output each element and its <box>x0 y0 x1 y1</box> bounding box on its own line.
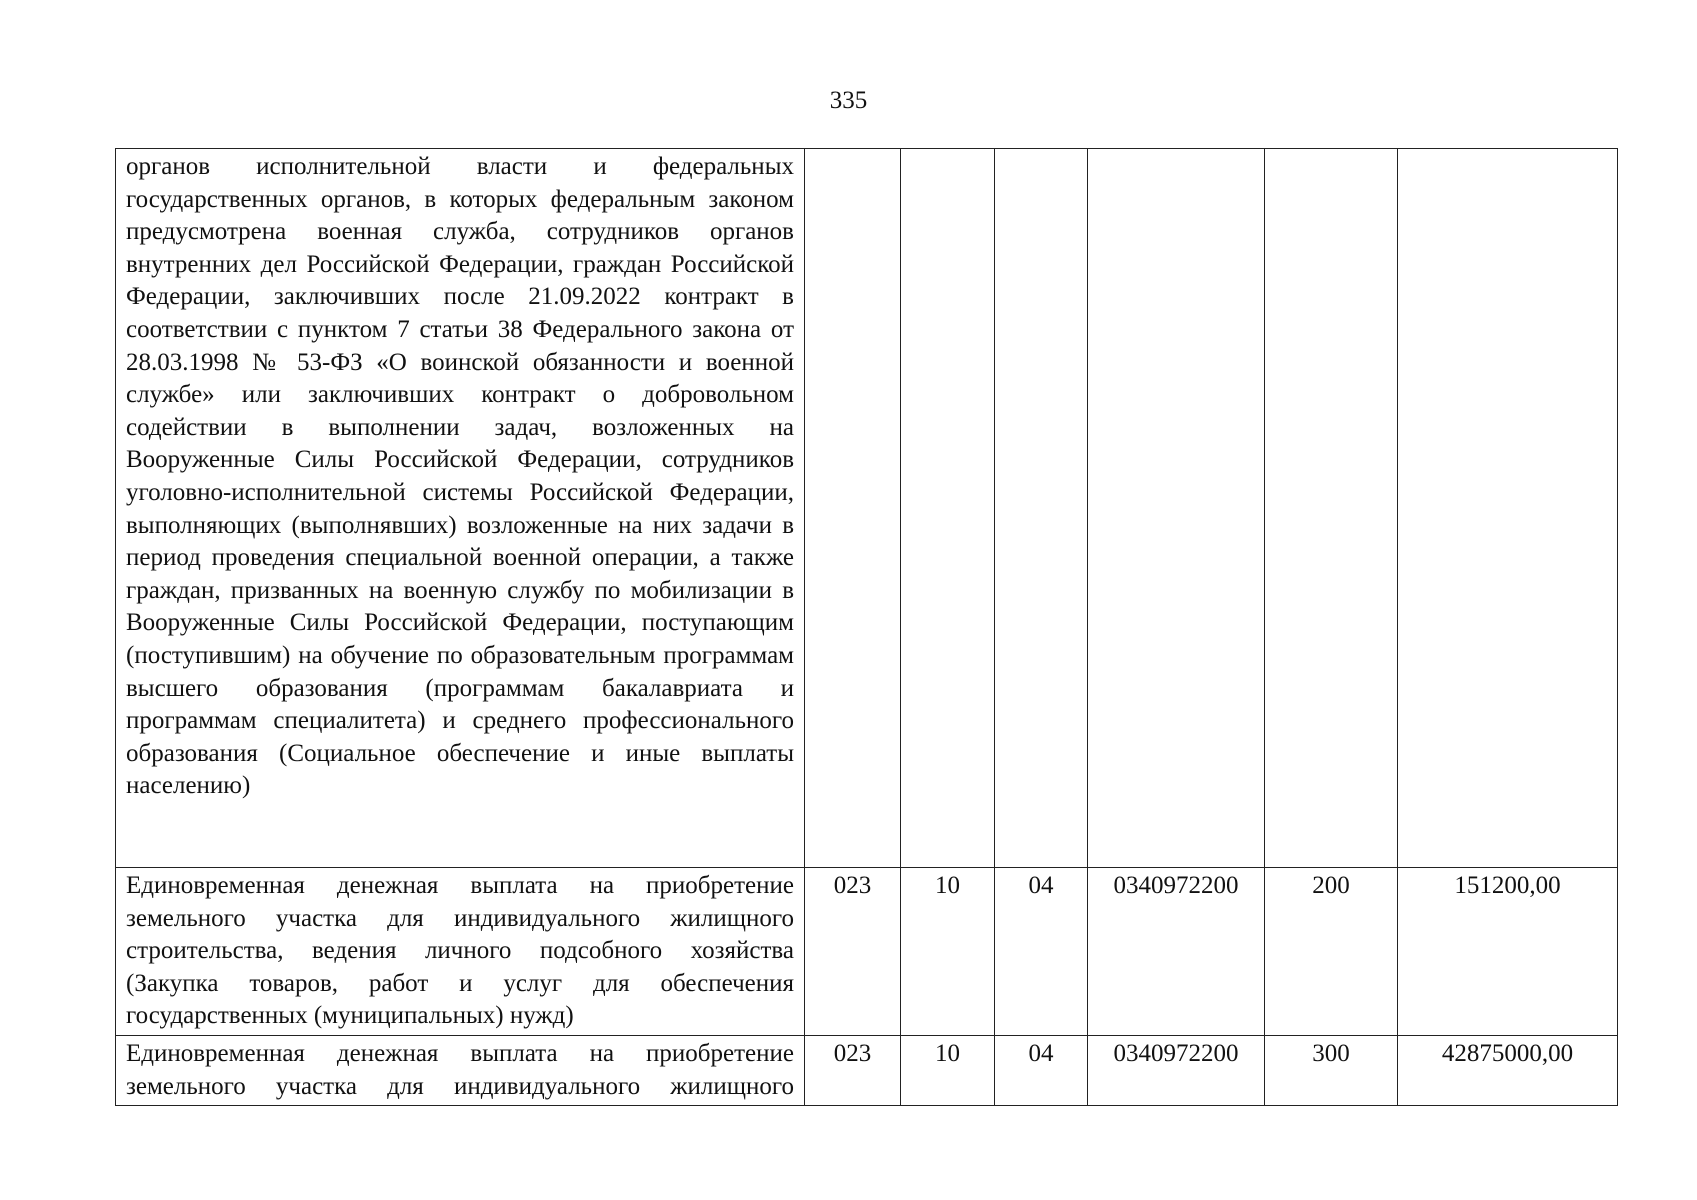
table-row <box>116 1035 1618 1105</box>
row-description: Единовременная денежная выплата на приобретение земельного участка для индивидуального жилищного строительства, ведения личного подсобного хозяйства (Закупка товаров, работ и услуг для обеспечения государственных (муниципальных) нужд) <box>116 868 805 1036</box>
ministry-code-cell: 023 <box>805 1035 901 1105</box>
row-description: Единовременная денежная выплата на приобретение земельного участка для индивидуального жилищного <box>116 1035 805 1105</box>
amount-cell: 42875000,00 <box>1398 1035 1618 1105</box>
ministry-code-cell <box>805 149 901 868</box>
row-description: органов исполнительной власти и федеральных государственных органов, в которых федеральным законом предусмотрена военная служба, сотрудников органов внутренних дел Российской Федерации, граждан Российской Федерации, заключивших после 21.09.2022 контракт в соответствии с пунктом 7 статьи 38 Федерального закона от 28.03.1998 № 53-ФЗ «О воинской обязанности и военной службе» или заключивших контракт о добровольном содействии в выполнении задач, возложенных на Вооруженные Силы Российской Федерации, сотрудников уголовно-исполнительной системы Российской Федерации, выполняющих (выполнявших) возложенные на них задачи в период проведения специальной военной операции, а также граждан, призванных на военную службу по мобилизации в Вооруженные Силы Российской Федерации, поступающим (поступившим) на обучение по образовательным программам высшего образования (программам бакалавриата и программам специалитета) и среднего профессионального образования (Социальное обеспечение и иные выплаты населению) <box>116 149 805 868</box>
subsection-code-cell: 04 <box>995 1035 1088 1105</box>
table-row <box>116 868 1618 1036</box>
table-row <box>116 149 1618 868</box>
target-article-cell: 0340972200 <box>1088 868 1265 1036</box>
section-code-cell <box>901 149 995 868</box>
page-number: 335 <box>829 87 868 114</box>
subsection-code-cell <box>995 149 1088 868</box>
target-article-cell: 0340972200 <box>1088 1035 1265 1105</box>
amount-cell <box>1398 149 1618 868</box>
amount-cell: 151200,00 <box>1398 868 1618 1036</box>
expense-type-cell <box>1265 149 1398 868</box>
ministry-code-cell: 023 <box>805 868 901 1036</box>
expense-type-cell: 300 <box>1265 1035 1398 1105</box>
budget-table <box>115 148 1618 1106</box>
target-article-cell <box>1088 149 1265 868</box>
subsection-code-cell: 04 <box>995 868 1088 1036</box>
section-code-cell: 10 <box>901 868 995 1036</box>
section-code-cell: 10 <box>901 1035 995 1105</box>
expense-type-cell: 200 <box>1265 868 1398 1036</box>
